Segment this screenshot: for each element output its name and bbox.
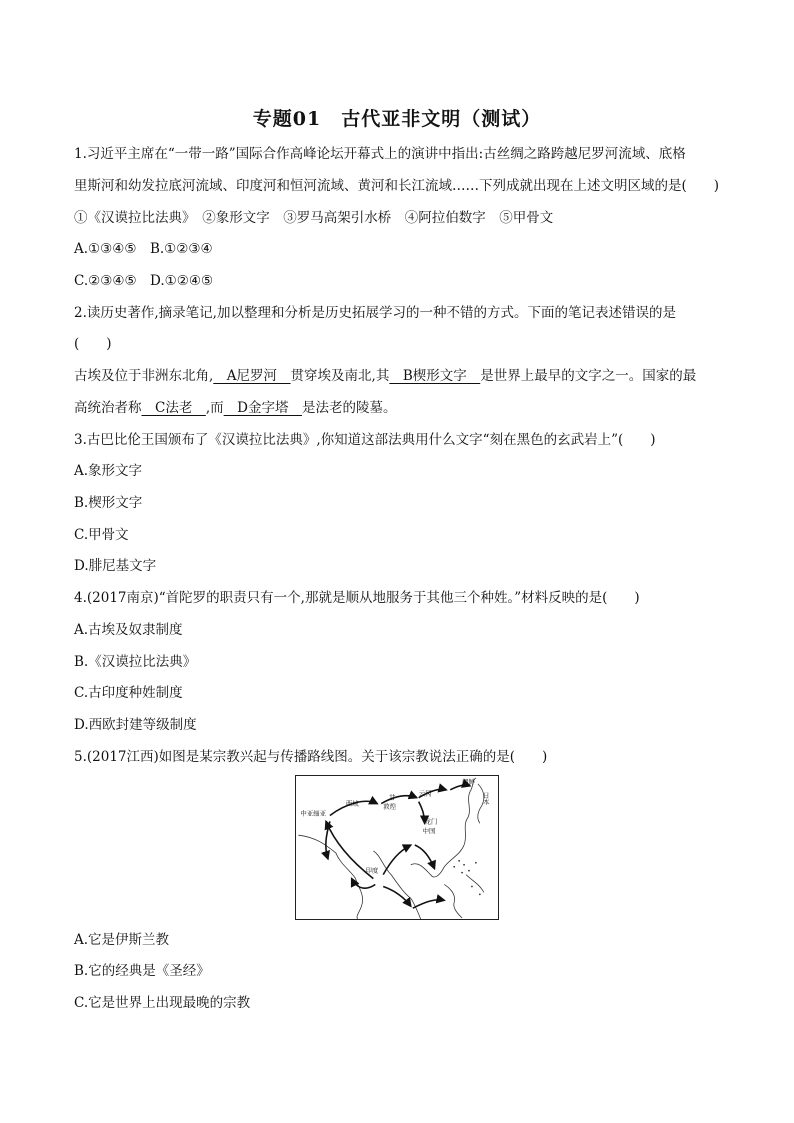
q1-items: ①《汉谟拉比法典》 ②象形文字 ③罗马高架引水桥 ④阿拉伯数字 ⑤甲骨文 <box>74 210 554 226</box>
q2-note-line2 <box>74 399 734 417</box>
q2-note-line1 <box>74 367 734 385</box>
q4-option-b: B.《汉谟拉比法典》 <box>74 654 197 670</box>
q2-note-text: 贯穿埃及南北,其 <box>290 368 390 384</box>
q2-note-text: ,而 <box>205 400 224 416</box>
q2-stem-line1: 2.读历史著作,摘录笔记,加以整理和分析是历史拓展学习的一种不错的方式。下面的笔记表述错误的是 <box>74 305 676 321</box>
map-label-gansu-mark: 甘 <box>389 793 396 802</box>
q3-stem: 3.古巴比伦王国颁布了《汉谟拉比法典》,你知道这部法典用什么文字“刻在黑色的玄武岩上”( ) <box>74 432 656 448</box>
q1-options-ab: A.①③④⑤ B.①②③④ <box>74 241 213 257</box>
map-label-korea: 朝鲜 <box>462 777 475 786</box>
map-label-central-asia: 中亚细亚 <box>300 809 326 818</box>
q2-note-text: 高统治者称 <box>74 400 142 416</box>
q2-note-underlined-b: B楔形文字 <box>389 368 481 384</box>
q2-note-text: 古埃及位于非洲东北角, <box>74 368 214 384</box>
q2-note-text: 是法老的陵墓。 <box>301 400 397 416</box>
map-label-western-regions: 西域 <box>345 799 359 808</box>
q5-option-b: B.它的经典是《圣经》 <box>74 963 210 979</box>
q4-option-a: A.古埃及奴隶制度 <box>74 622 183 638</box>
q2-note-text: 是世界上最早的文字之一。国家的最 <box>480 368 697 384</box>
q5-stem: 5.(2017江西)如图是某宗教兴起与传播路线图。关于该宗教说法正确的是( ) <box>74 749 548 765</box>
q2-note-underlined-a: A尼罗河 <box>213 368 291 384</box>
map-label-india: 印度 <box>365 866 379 875</box>
q3-option-d: D.腓尼基文字 <box>74 558 157 574</box>
map-drawing <box>296 776 498 919</box>
religion-spread-map <box>295 775 499 920</box>
q3-option-c: C.甲骨文 <box>74 527 129 543</box>
map-label-longmen: 龙门 <box>424 817 438 826</box>
q1-stem-line2: 里斯河和幼发拉底河流域、印度河和恒河流域、黄河和长江流域……下列成就出现在上述文明区域的是( ) <box>74 178 720 194</box>
map-label-japan: 日本 <box>481 791 490 805</box>
q3-option-b: B.楔形文字 <box>74 495 143 511</box>
page-title: 专题01 古代亚非文明（测试） <box>252 108 542 130</box>
q5-option-c: C.它是世界上出现最晚的宗教 <box>74 995 251 1011</box>
map-label-yungang: 云冈 <box>418 789 432 798</box>
q4-stem: 4.(2017南京)“首陀罗的职责只有一个,那就是顺从地服务于其他三个种姓。”材料反映的是( ) <box>74 590 640 606</box>
q1-options-cd: C.②③④⑤ D.①②④⑤ <box>74 273 214 289</box>
q4-option-c: C.古印度种姓制度 <box>74 685 183 701</box>
map-label-china: 中国 <box>422 827 436 836</box>
q1-stem-line1: 1.习近平主席在“一带一路”国际合作高峰论坛开幕式上的演讲中指出:古丝绸之路跨越尼罗河流域、底格 <box>74 146 686 162</box>
q4-option-d: D.西欧封建等级制度 <box>74 717 197 733</box>
q2-note-underlined-c: C法老 <box>141 400 206 416</box>
map-islands <box>453 860 480 895</box>
q5-option-a: A.它是伊斯兰教 <box>74 932 170 948</box>
q3-option-a: A.象形文字 <box>74 463 143 479</box>
map-label-dunhuang: 敦煌 <box>383 802 397 811</box>
q2-note-underlined-d: D金字塔 <box>223 400 302 416</box>
q2-stem-line2: ( ) <box>74 336 112 352</box>
